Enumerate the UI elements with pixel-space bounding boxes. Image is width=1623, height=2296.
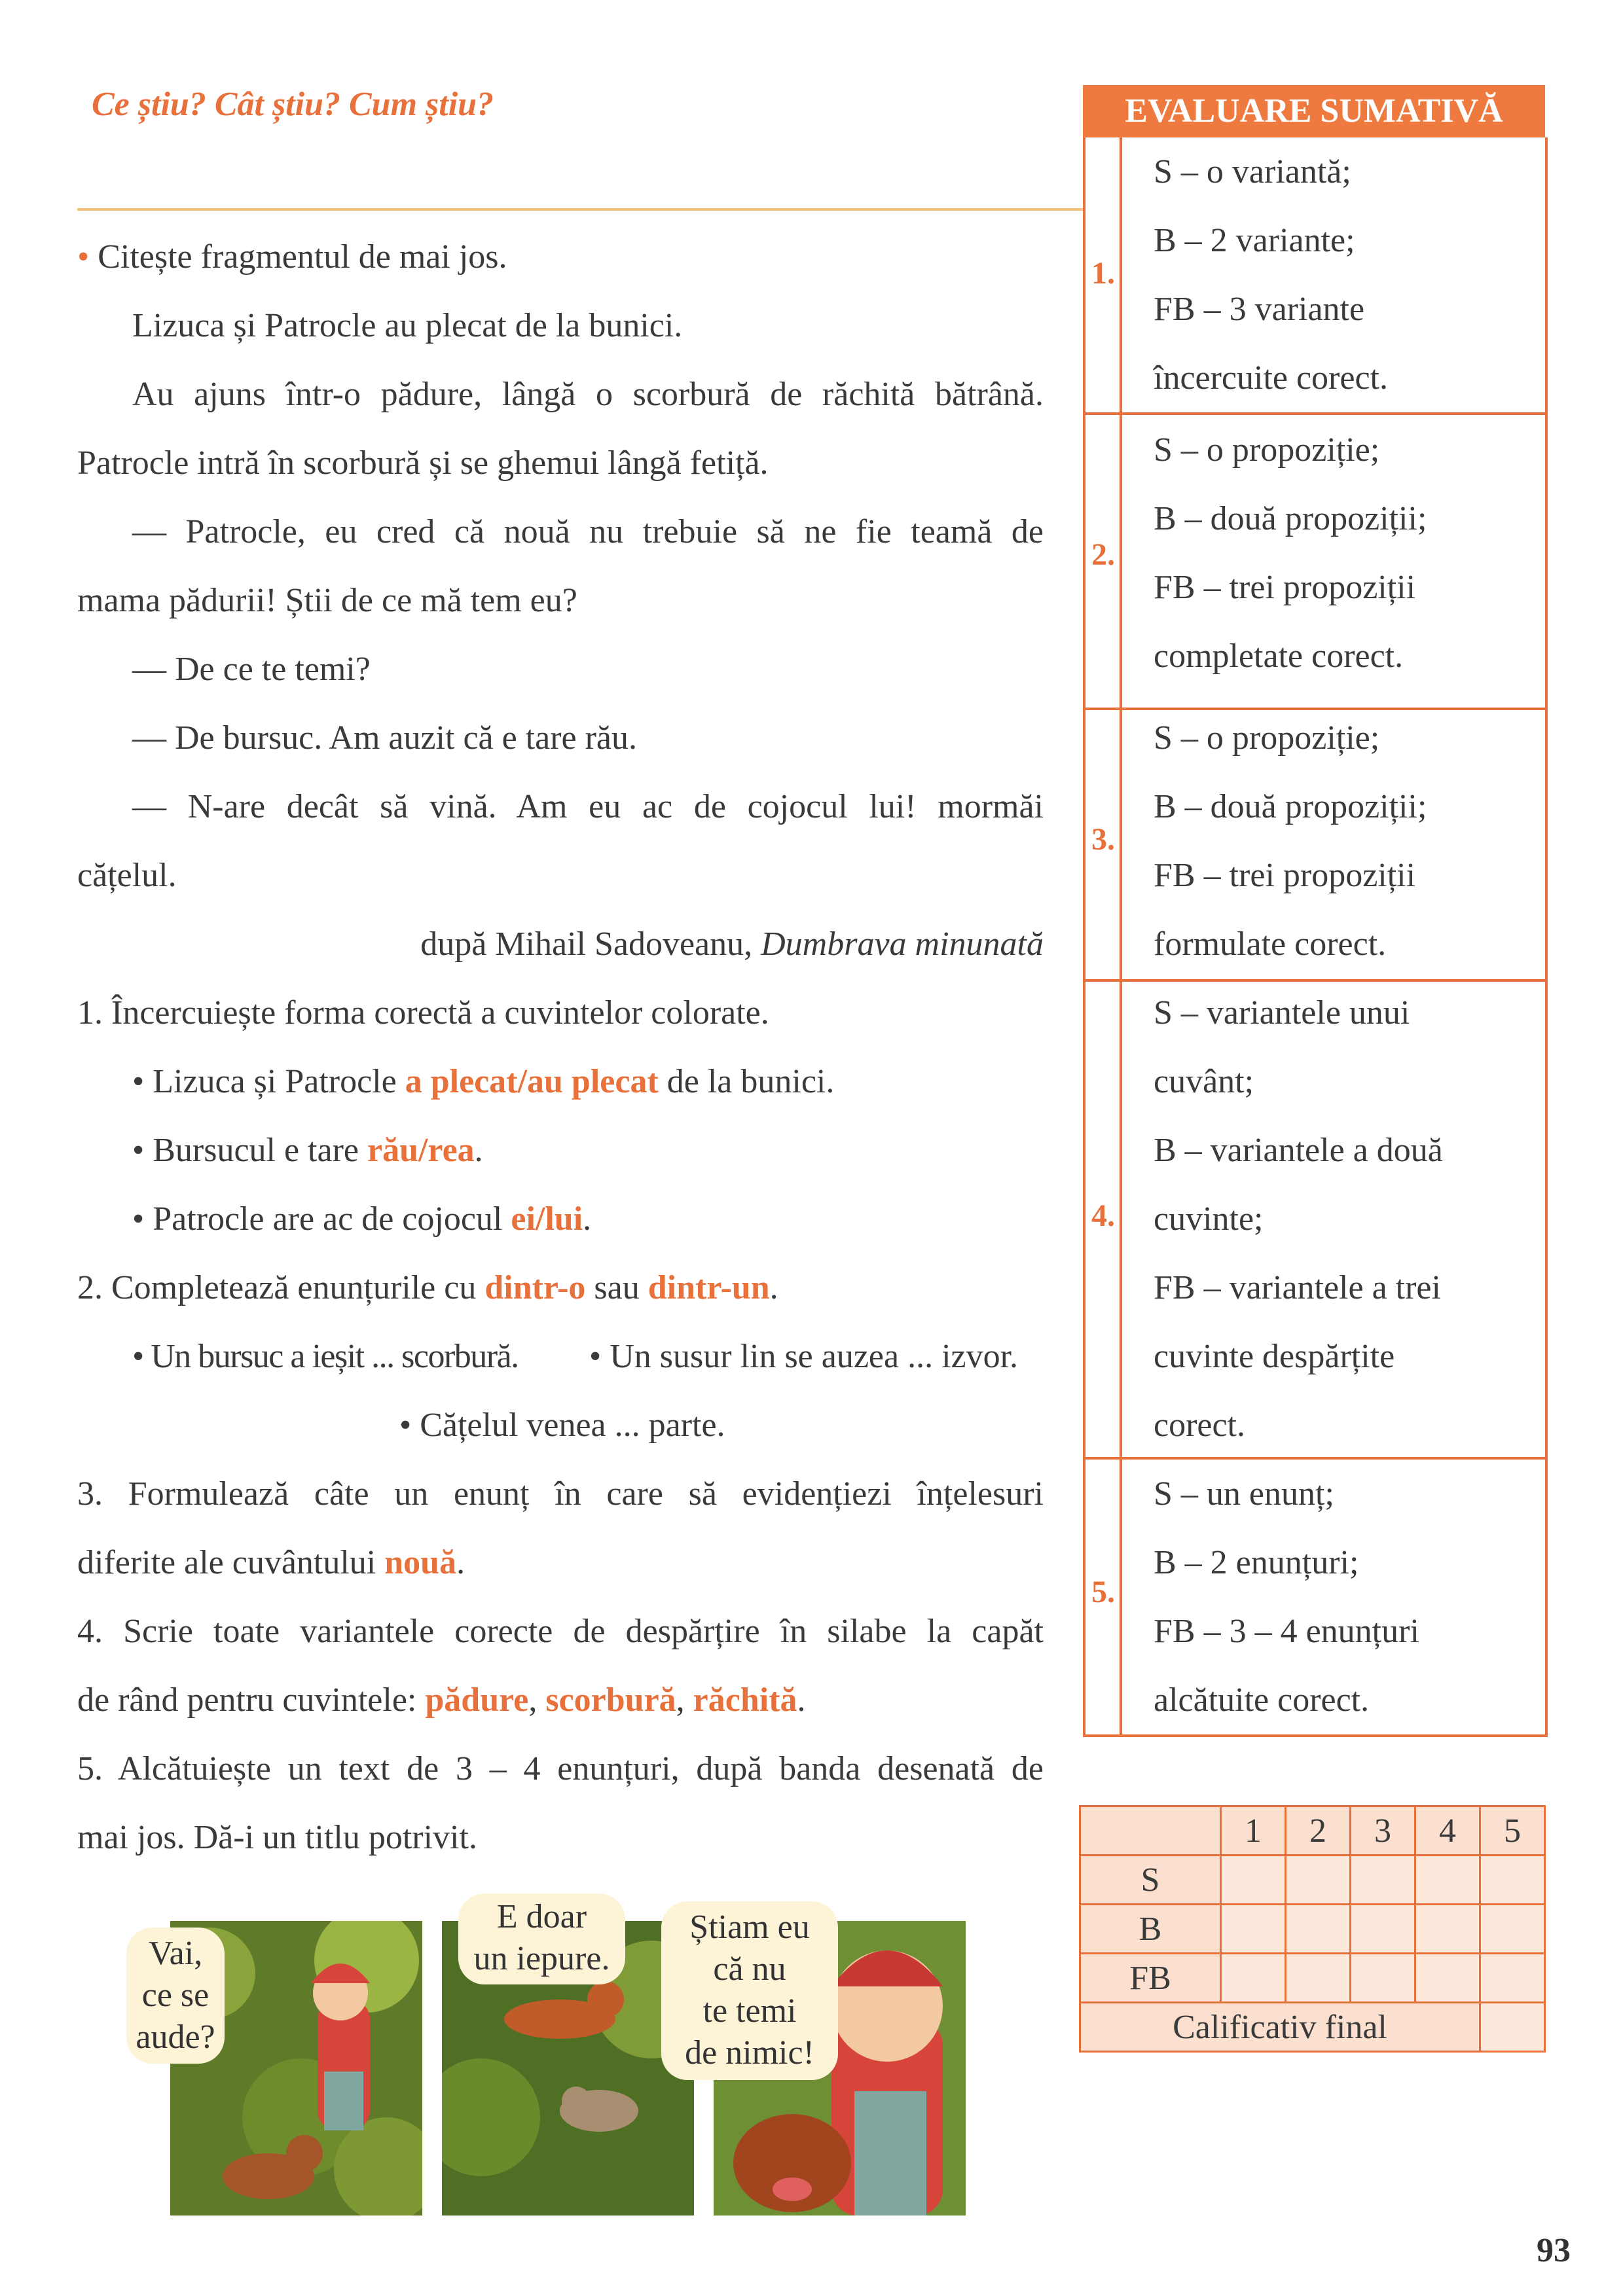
text: sau (585, 1269, 648, 1306)
story-line-7: — De bursuc. Am auzit că e tare rău. (132, 719, 638, 757)
criterion-line: B – variantele a două (1154, 1132, 1443, 1169)
task-3-line-2 (77, 1543, 465, 1583)
criterion-line: S – un enunț; (1154, 1475, 1334, 1513)
task-1: 1. Încercuiește forma corectă a cuvintelor colorate. (77, 994, 769, 1031)
criterion-number: 2. (1091, 537, 1115, 572)
text: de la bunici. (658, 1063, 835, 1100)
story-line-5: mama pădurii! Știi de ce mă tem eu? (77, 582, 577, 619)
text: diferite ale cuvântului (77, 1544, 385, 1581)
highlight-word: a plecat/au plecat (405, 1063, 659, 1100)
criterion-line: B – două propoziții; (1154, 500, 1427, 537)
criterion-line: FB – 3 – 4 enunțuri (1154, 1613, 1419, 1650)
criterion-line: B – 2 variante; (1154, 222, 1355, 259)
criterion-number: 3. (1091, 822, 1115, 857)
text: • Lizuca și Patrocle (132, 1063, 405, 1100)
header-divider (77, 208, 1085, 211)
table-divider (1083, 412, 1545, 415)
grid-cell[interactable] (1351, 1954, 1415, 2003)
grid-col-header: 1 (1221, 1806, 1286, 1856)
story-line-9: cățelul. (77, 857, 177, 894)
bubble-line: Știam eu (689, 1909, 810, 1946)
source-author: după Mihail Sadoveanu, (420, 925, 753, 963)
task-1-item-b (132, 1131, 483, 1170)
speech-bubble-3 (661, 1901, 838, 2080)
story-line-3: Patrocle intră în scorbură și se ghemui lângă fetiță. (77, 444, 769, 482)
bubble-line: Vai, (148, 1935, 203, 1972)
task-2-item-a: • Un bursuc a ieșit ... scorbură. (132, 1338, 519, 1375)
grid-cell[interactable] (1351, 1856, 1415, 1905)
text: . (797, 1681, 806, 1719)
speech-bubble-1 (126, 1928, 225, 2064)
text: . (456, 1544, 465, 1581)
criterion-line: FB – 3 variante (1154, 291, 1365, 328)
section-title: Ce știu? Cât știu? Cum știu? (92, 86, 494, 123)
grid-cell[interactable] (1286, 1954, 1351, 2003)
task-1-item-a (132, 1062, 834, 1102)
highlight-word: nouă (384, 1544, 457, 1581)
grid-col-header: 4 (1415, 1806, 1480, 1856)
bubble-line: un iepure. (473, 1940, 610, 1977)
task-2-item-b: • Un susur lin se auzea ... izvor. (589, 1338, 1019, 1375)
grid-corner (1080, 1806, 1221, 1856)
bubble-line: de nimic! (685, 2034, 814, 2072)
criterion-line: FB – trei propoziții (1154, 857, 1416, 894)
highlight-word: dintr-un (647, 1269, 770, 1306)
criterion-line: B – 2 enunțuri; (1154, 1544, 1359, 1581)
table-divider (1083, 1457, 1545, 1460)
table-divider (1120, 137, 1122, 1737)
story-source (420, 925, 1044, 964)
score-grid (1079, 1805, 1546, 2053)
evaluation-title: EVALUARE SUMATIVĂ (1083, 85, 1545, 137)
grid-cell[interactable] (1286, 1856, 1351, 1905)
intro-line (77, 238, 507, 277)
grid-cell[interactable] (1480, 1856, 1545, 1905)
grid-cell[interactable] (1415, 1954, 1480, 2003)
criterion-line: S – o variantă; (1154, 153, 1351, 190)
text: 2. Completează enunțurile cu (77, 1269, 485, 1306)
grid-cell[interactable] (1480, 1954, 1545, 2003)
criterion-line: completate corect. (1154, 637, 1404, 675)
criterion-line: cuvinte despărțite (1154, 1338, 1395, 1375)
grid-cell[interactable] (1221, 1905, 1286, 1954)
criterion-number: 1. (1091, 256, 1115, 291)
criterion-number: 5. (1091, 1575, 1115, 1609)
criterion-line: alcătuite corect. (1154, 1681, 1370, 1719)
grid-row-header: B (1080, 1905, 1221, 1954)
criterion-number: 4. (1091, 1198, 1115, 1233)
text: . (583, 1200, 592, 1238)
text: de rând pentru cuvintele: (77, 1681, 426, 1719)
task-5-line-2: mai jos. Dă-i un titlu potrivit. (77, 1819, 477, 1856)
highlight-word: pădure (425, 1681, 529, 1719)
criterion-line: FB – variantele a trei (1154, 1269, 1441, 1306)
grid-row-header: FB (1080, 1954, 1221, 2003)
criterion-line: FB – trei propoziții (1154, 569, 1416, 606)
grid-cell[interactable] (1480, 1905, 1545, 1954)
intro-text: Citește fragmentul de mai jos. (98, 238, 507, 276)
criterion-line: cuvinte; (1154, 1200, 1264, 1238)
highlight-word: răchită (693, 1681, 797, 1719)
grid-row-header: S (1080, 1856, 1221, 1905)
task-5-line-1: 5. Alcătuiește un text de 3 – 4 enunțuri, după banda desenată de (77, 1750, 1044, 1787)
bubble-line: te temi (702, 1992, 797, 2030)
criterion-line: S – variantele unui (1154, 994, 1410, 1031)
grid-cell[interactable] (1415, 1905, 1480, 1954)
grid-col-header: 5 (1480, 1806, 1545, 1856)
highlight-word: rău/rea (367, 1132, 475, 1169)
task-4-line-2 (77, 1681, 806, 1720)
task-2-item-c: • Cățelul venea ... parte. (399, 1407, 725, 1444)
grid-col-header: 2 (1286, 1806, 1351, 1856)
criterion-line: B – două propoziții; (1154, 788, 1427, 825)
bubble-line: E doar (496, 1898, 587, 1935)
story-line-1: Lizuca și Patrocle au plecat de la bunici. (132, 307, 683, 344)
highlight-word: ei/lui (511, 1200, 583, 1238)
separator: , (676, 1681, 693, 1719)
story-line-4: — Patrocle, eu cred că nouă nu trebuie să ne fie teamă de (132, 513, 1044, 550)
highlight-word: scorbură (545, 1681, 676, 1719)
criterion-line: S – o propoziție; (1154, 431, 1380, 469)
text: • Patrocle are ac de cojocul (132, 1200, 511, 1238)
final-grade-cell[interactable] (1480, 2003, 1545, 2052)
final-grade-label: Calificativ final (1080, 2003, 1480, 2052)
bubble-line: că nu (713, 1950, 786, 1988)
grid-col-header: 3 (1351, 1806, 1415, 1856)
speech-bubble-2 (458, 1893, 625, 1984)
bubble-line: aude? (136, 2018, 215, 2056)
text: . (474, 1132, 483, 1169)
task-4-line-1: 4. Scrie toate variantele corecte de despărțire în silabe la capăt (77, 1613, 1044, 1650)
task-3-line-1: 3. Formulează câte un enunț în care să evidențiezi înțelesuri (77, 1475, 1044, 1513)
task-1-item-c (132, 1200, 591, 1239)
grid-cell[interactable] (1221, 1954, 1286, 2003)
grid-cell[interactable] (1351, 1905, 1415, 1954)
highlight-word: dintr-o (484, 1269, 586, 1306)
page-number: 93 (1537, 2232, 1571, 2269)
table-divider (1083, 708, 1545, 710)
story-line-2: Au ajuns într-o pădure, lângă o scorbură de răchită bătrână. (132, 376, 1044, 413)
bullet-icon: • (77, 238, 90, 276)
text: • Bursucul e tare (132, 1132, 367, 1169)
bubble-line: ce se (141, 1977, 210, 2014)
story-line-8: — N-are decât să vină. Am eu ac de cojocul lui! mormăi (132, 788, 1044, 825)
task-2 (77, 1268, 778, 1308)
criterion-line: formulate corect. (1154, 925, 1387, 963)
source-title: Dumbrava minunată (761, 925, 1044, 963)
criterion-line: cuvânt; (1154, 1063, 1254, 1100)
story-line-6: — De ce te temi? (132, 651, 371, 688)
grid-cell[interactable] (1286, 1905, 1351, 1954)
criterion-line: S – o propoziție; (1154, 719, 1380, 757)
grid-cell[interactable] (1415, 1856, 1480, 1905)
criterion-line: încercuite corect. (1154, 359, 1388, 397)
text: . (769, 1269, 778, 1306)
criterion-line: corect. (1154, 1407, 1246, 1444)
table-divider (1083, 979, 1545, 982)
separator: , (528, 1681, 546, 1719)
grid-cell[interactable] (1221, 1856, 1286, 1905)
